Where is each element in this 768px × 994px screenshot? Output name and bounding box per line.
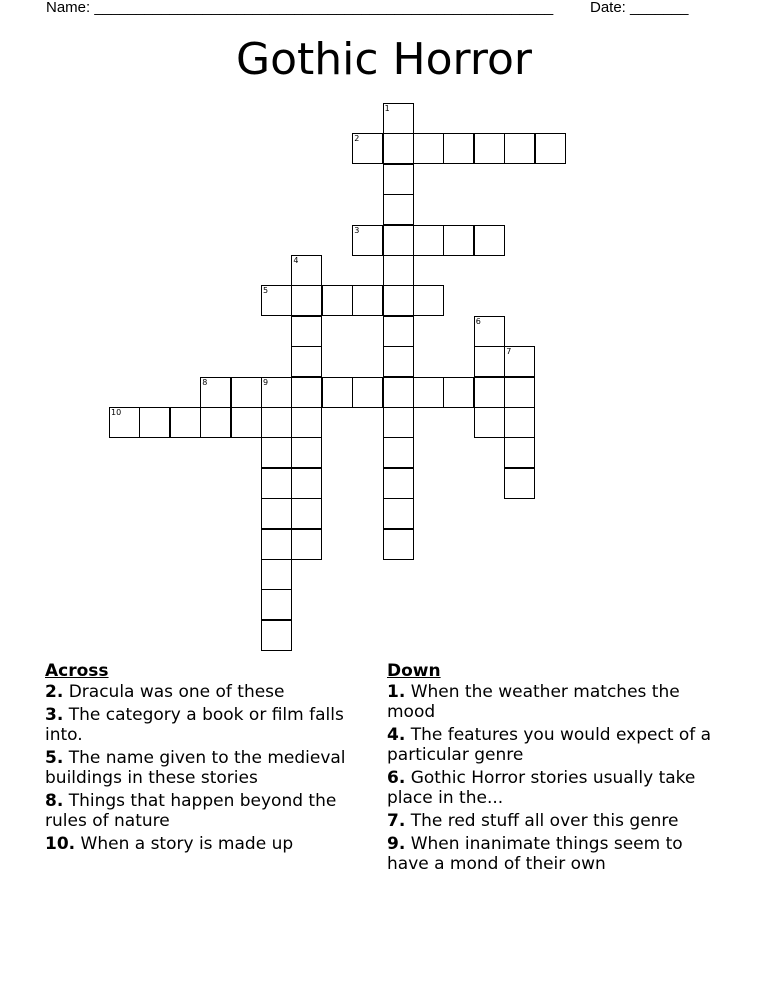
crossword-cell[interactable] bbox=[291, 498, 322, 529]
clue-text: When a story is made up bbox=[80, 834, 294, 854]
crossword-cell[interactable] bbox=[261, 589, 292, 620]
crossword-cell[interactable] bbox=[261, 407, 292, 438]
crossword-cell[interactable] bbox=[383, 437, 414, 468]
across-clue bbox=[45, 748, 365, 788]
crossword-cell[interactable] bbox=[291, 468, 322, 499]
clue-text: Things that happen beyond the rules of nature bbox=[45, 791, 337, 831]
crossword-cell[interactable] bbox=[413, 225, 444, 256]
crossword-cell[interactable] bbox=[383, 285, 414, 316]
across-heading: Across bbox=[45, 661, 109, 681]
crossword-cell[interactable] bbox=[383, 407, 414, 438]
crossword-cell[interactable] bbox=[352, 133, 383, 164]
across-clue bbox=[45, 791, 365, 831]
crossword-cell[interactable] bbox=[443, 225, 474, 256]
clue-number-label: 1 bbox=[384, 104, 390, 113]
down-clue bbox=[387, 834, 717, 874]
clue-number: 10. bbox=[45, 834, 76, 854]
crossword-cell[interactable] bbox=[413, 285, 444, 316]
crossword-cell[interactable] bbox=[474, 316, 505, 347]
clue-number: 6. bbox=[387, 768, 406, 788]
clue-number: 3. bbox=[45, 705, 64, 725]
crossword-cell[interactable] bbox=[413, 133, 444, 164]
clue-number: 8. bbox=[45, 791, 64, 811]
crossword-cell[interactable] bbox=[474, 133, 505, 164]
clue-number: 1. bbox=[387, 682, 406, 702]
across-clue bbox=[45, 682, 365, 702]
name-field-label[interactable]: Name: _______________________________________________________ bbox=[46, 0, 554, 16]
crossword-cell[interactable] bbox=[261, 377, 292, 408]
crossword-cell[interactable] bbox=[261, 285, 292, 316]
crossword-cell[interactable] bbox=[474, 407, 505, 438]
down-clues bbox=[387, 660, 717, 877]
crossword-cell[interactable] bbox=[383, 164, 414, 195]
crossword-cell[interactable] bbox=[291, 377, 322, 408]
down-clue bbox=[387, 811, 717, 831]
crossword-cell[interactable] bbox=[383, 529, 414, 560]
clue-number-label: 8 bbox=[202, 377, 208, 387]
clue-text: The name given to the medieval buildings in these stories bbox=[45, 748, 346, 788]
crossword-cell[interactable] bbox=[231, 407, 262, 438]
across-clue bbox=[45, 834, 365, 854]
crossword-cell[interactable] bbox=[413, 377, 444, 408]
crossword-cell[interactable] bbox=[139, 407, 170, 438]
clue-number: 7. bbox=[387, 811, 406, 831]
crossword-cell[interactable] bbox=[291, 255, 322, 286]
clue-text: The features you would expect of a particular genre bbox=[387, 725, 712, 765]
crossword-cell[interactable] bbox=[504, 407, 535, 438]
crossword-cell[interactable] bbox=[200, 377, 231, 408]
crossword-cell[interactable] bbox=[383, 133, 414, 164]
clue-number-label: 4 bbox=[293, 256, 299, 265]
crossword-cell[interactable] bbox=[383, 194, 414, 225]
crossword-cell[interactable] bbox=[291, 437, 322, 468]
crossword-cell[interactable] bbox=[291, 285, 322, 316]
crossword-cell[interactable] bbox=[383, 255, 414, 286]
crossword-cell[interactable] bbox=[261, 559, 292, 590]
clue-text: When inanimate things seem to have a mond of their own bbox=[387, 834, 683, 874]
crossword-cell[interactable] bbox=[261, 437, 292, 468]
clue-number-label: 7 bbox=[506, 347, 512, 357]
crossword-cell[interactable] bbox=[352, 377, 383, 408]
crossword-cell[interactable] bbox=[474, 225, 505, 256]
crossword-cell[interactable] bbox=[383, 103, 414, 134]
down-clue bbox=[387, 768, 717, 808]
clue-text: When the weather matches the mood bbox=[387, 682, 680, 722]
clue-number: 4. bbox=[387, 725, 406, 745]
date-field-label[interactable]: Date: _______ bbox=[590, 0, 689, 16]
crossword-cell[interactable] bbox=[383, 316, 414, 347]
crossword-cell[interactable] bbox=[261, 498, 292, 529]
across-clue bbox=[45, 705, 365, 745]
crossword-cell[interactable] bbox=[291, 407, 322, 438]
crossword-cell[interactable] bbox=[352, 285, 383, 316]
crossword-cell[interactable] bbox=[504, 377, 535, 408]
down-clue bbox=[387, 725, 717, 765]
crossword-cell[interactable] bbox=[504, 468, 535, 499]
crossword-cell[interactable] bbox=[322, 377, 353, 408]
crossword-cell[interactable] bbox=[504, 437, 535, 468]
clue-number: 5. bbox=[45, 748, 64, 768]
crossword-cell[interactable] bbox=[474, 346, 505, 377]
crossword-cell[interactable] bbox=[383, 225, 414, 256]
crossword-cell[interactable] bbox=[352, 225, 383, 256]
clue-text: The red stuff all over this genre bbox=[410, 811, 679, 831]
clue-number: 9. bbox=[387, 834, 406, 854]
clue-number-label: 9 bbox=[263, 377, 269, 387]
crossword-cell[interactable] bbox=[535, 133, 566, 164]
crossword-cell[interactable] bbox=[261, 620, 292, 651]
crossword-cell[interactable] bbox=[170, 407, 201, 438]
crossword-cell[interactable] bbox=[504, 133, 535, 164]
down-clue bbox=[387, 682, 717, 722]
clue-text: The category a book or film falls into. bbox=[45, 705, 344, 745]
crossword-cell[interactable] bbox=[200, 407, 231, 438]
clue-number-label: 6 bbox=[475, 316, 481, 326]
crossword-cell[interactable] bbox=[261, 529, 292, 560]
crossword-cell[interactable] bbox=[383, 468, 414, 499]
crossword-cell[interactable] bbox=[383, 498, 414, 529]
crossword-cell[interactable] bbox=[474, 377, 505, 408]
crossword-cell[interactable] bbox=[291, 316, 322, 347]
crossword-cell[interactable] bbox=[383, 377, 414, 408]
clue-text: Gothic Horror stories usually take place in the... bbox=[387, 768, 696, 808]
crossword-cell[interactable] bbox=[291, 529, 322, 560]
crossword-cell[interactable] bbox=[109, 407, 140, 438]
crossword-cell[interactable] bbox=[231, 377, 262, 408]
page-title: Gothic Horror bbox=[235, 34, 532, 85]
clue-number-label: 2 bbox=[354, 134, 360, 144]
crossword-cell[interactable] bbox=[443, 377, 474, 408]
crossword-cell[interactable] bbox=[291, 346, 322, 377]
clue-number-label: 3 bbox=[354, 225, 360, 235]
clue-text: Dracula was one of these bbox=[68, 682, 285, 702]
clue-number-label: 5 bbox=[263, 286, 269, 296]
clue-number: 2. bbox=[45, 682, 64, 702]
crossword-cell[interactable] bbox=[504, 346, 535, 377]
down-heading: Down bbox=[387, 661, 441, 681]
crossword-cell[interactable] bbox=[322, 285, 353, 316]
crossword-cell[interactable] bbox=[383, 346, 414, 377]
crossword-cell[interactable] bbox=[443, 133, 474, 164]
crossword-cell[interactable] bbox=[261, 468, 292, 499]
clue-number-label: 10 bbox=[111, 408, 122, 417]
across-clues bbox=[45, 660, 365, 857]
